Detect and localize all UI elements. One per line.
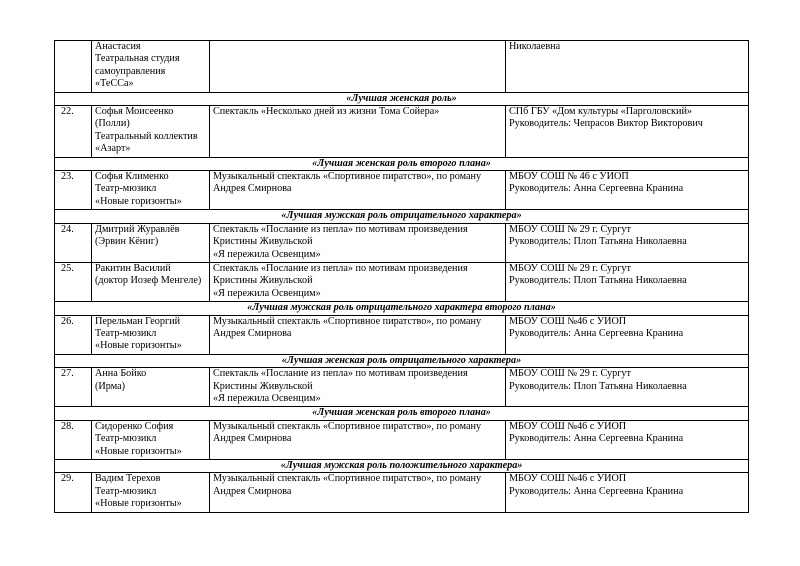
row-number-cell: 25. bbox=[55, 262, 92, 301]
table-row bbox=[55, 473, 749, 512]
row-number-cell: 24. bbox=[55, 223, 92, 262]
category-title: «Лучшая мужская роль отрицательного характера» bbox=[55, 210, 749, 223]
category-title: «Лучшая мужская роль положительного характера» bbox=[55, 460, 749, 473]
category-header-row bbox=[55, 302, 749, 315]
row-number-cell: 22. bbox=[55, 106, 92, 158]
category-title: «Лучшая женская роль отрицательного характера» bbox=[55, 354, 749, 367]
performance-cell: Музыкальный спектакль «Спортивное пиратство», по роману Андрея Смирнова bbox=[210, 315, 506, 354]
participant-cell: Дмитрий Журавлёв (Эрвин Кёниг) bbox=[92, 223, 210, 262]
participant-cell: Анастасия Театральная студия самоуправления «ТеССа» bbox=[92, 41, 210, 93]
row-number-cell bbox=[55, 41, 92, 93]
table-row bbox=[55, 41, 749, 93]
performance-cell: Спектакль «Послание из пепла» по мотивам произведения Кристины Живульской «Я пережила Освенцим» bbox=[210, 223, 506, 262]
row-number-cell: 29. bbox=[55, 473, 92, 512]
row-number-cell: 23. bbox=[55, 171, 92, 210]
row-number-cell: 27. bbox=[55, 368, 92, 407]
awards-table-body bbox=[55, 41, 749, 513]
organization-cell: МБОУ СОШ № 29 г. Сургут Руководитель: Плоп Татьяна Николаевна bbox=[506, 368, 749, 407]
table-row bbox=[55, 420, 749, 459]
table-row bbox=[55, 262, 749, 301]
category-header-row bbox=[55, 460, 749, 473]
row-number-cell: 28. bbox=[55, 420, 92, 459]
organization-cell: СПб ГБУ «Дом культуры «Парголовский» Руководитель: Чепрасов Виктор Викторович bbox=[506, 106, 749, 158]
organization-cell: МБОУ СОШ № 29 г. Сургут Руководитель: Плоп Татьяна Николаевна bbox=[506, 223, 749, 262]
document-page bbox=[54, 40, 748, 513]
participant-cell: Перельман Георгий Театр-мюзикл «Новые горизонты» bbox=[92, 315, 210, 354]
organization-cell: МБОУ СОШ №46 с УИОП Руководитель: Анна Сергеевна Кранина bbox=[506, 473, 749, 512]
table-row bbox=[55, 223, 749, 262]
organization-cell: МБОУ СОШ №46 с УИОП Руководитель: Анна Сергеевна Кранина bbox=[506, 420, 749, 459]
participant-cell: Сидоренко София Театр-мюзикл «Новые горизонты» bbox=[92, 420, 210, 459]
performance-cell: Музыкальный спектакль «Спортивное пиратство», по роману Андрея Смирнова bbox=[210, 473, 506, 512]
category-header-row bbox=[55, 92, 749, 105]
performance-cell: Спектакль «Послание из пепла» по мотивам произведения Кристины Живульской «Я пережила Освенцим» bbox=[210, 262, 506, 301]
organization-cell: МБОУ СОШ №46 с УИОП Руководитель: Анна Сергеевна Кранина bbox=[506, 315, 749, 354]
table-row bbox=[55, 106, 749, 158]
category-title: «Лучшая мужская роль отрицательного характера второго плана» bbox=[55, 302, 749, 315]
organization-cell: Николаевна bbox=[506, 41, 749, 93]
category-header-row bbox=[55, 407, 749, 420]
category-header-row bbox=[55, 157, 749, 170]
table-row bbox=[55, 171, 749, 210]
participant-cell: Вадим Терехов Театр-мюзикл «Новые горизонты» bbox=[92, 473, 210, 512]
category-title: «Лучшая женская роль второго плана» bbox=[55, 407, 749, 420]
performance-cell: Музыкальный спектакль «Спортивное пиратство», по роману Андрея Смирнова bbox=[210, 420, 506, 459]
category-header-row bbox=[55, 354, 749, 367]
performance-cell: Спектакль «Несколько дней из жизни Тома Сойера» bbox=[210, 106, 506, 158]
table-row bbox=[55, 315, 749, 354]
performance-cell: Музыкальный спектакль «Спортивное пиратство», по роману Андрея Смирнова bbox=[210, 171, 506, 210]
participant-cell: Софья Моисеенко (Полли) Театральный коллектив «Азарт» bbox=[92, 106, 210, 158]
category-header-row bbox=[55, 210, 749, 223]
participant-cell: Ракитин Василий (доктор Иозеф Менгеле) bbox=[92, 262, 210, 301]
performance-cell: Спектакль «Послание из пепла» по мотивам произведения Кристины Живульской «Я пережила Освенцим» bbox=[210, 368, 506, 407]
row-number-cell: 26. bbox=[55, 315, 92, 354]
category-title: «Лучшая женская роль второго плана» bbox=[55, 157, 749, 170]
table-row bbox=[55, 368, 749, 407]
performance-cell bbox=[210, 41, 506, 93]
organization-cell: МБОУ СОШ № 46 с УИОП Руководитель: Анна Сергеевна Кранина bbox=[506, 171, 749, 210]
organization-cell: МБОУ СОШ № 29 г. Сургут Руководитель: Плоп Татьяна Николаевна bbox=[506, 262, 749, 301]
participant-cell: Софья Клименко Театр-мюзикл «Новые горизонты» bbox=[92, 171, 210, 210]
category-title: «Лучшая женская роль» bbox=[55, 92, 749, 105]
awards-table bbox=[54, 40, 749, 513]
participant-cell: Анна Бойко (Ирма) bbox=[92, 368, 210, 407]
